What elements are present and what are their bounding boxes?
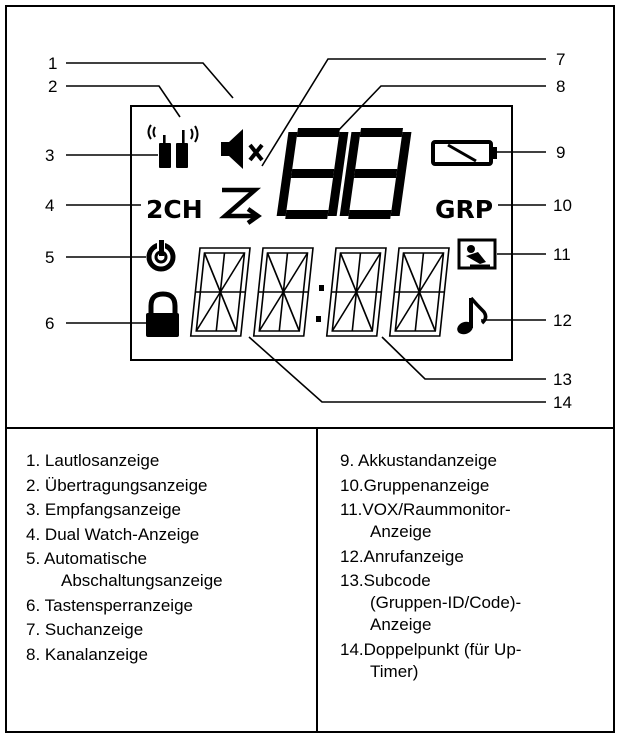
legend-item-6: 6. Tastensperranzeige	[26, 595, 193, 615]
leader-line-2	[66, 86, 180, 117]
legend-right-column	[340, 450, 521, 685]
subcode-segment-display	[191, 248, 449, 336]
legend-item-7: 7. Suchanzeige	[26, 620, 144, 639]
receive-icon	[149, 125, 198, 168]
callout-4: 4	[45, 196, 55, 215]
legend-item-2: 2. Übertragungsanzeige	[26, 475, 208, 495]
mute-speaker-icon	[221, 129, 262, 169]
leader-line-13	[382, 337, 546, 379]
legend-item-8: 8. Kanalanzeige	[26, 644, 148, 664]
scan-icon	[222, 190, 258, 223]
callout-12: 12	[553, 311, 572, 330]
legend-item-10: 10.Gruppenanzeige	[340, 475, 490, 495]
legend-item-3: 3. Empfangsanzeige	[26, 500, 182, 519]
leader-line-8	[334, 86, 546, 135]
segment-digit-3	[327, 248, 386, 336]
group-label: GRP	[435, 195, 494, 224]
legend-item-9: 9. Akkustandanzeige	[340, 451, 497, 470]
big-digit-1	[276, 128, 349, 219]
legend-item-12: 12.Anrufanzeige	[340, 546, 464, 566]
legend-item-14: 14.Doppelpunkt (für Up- Timer)	[340, 639, 522, 681]
callout-10: 10	[553, 196, 572, 215]
legend-item-5: 5. Automatische Abschaltungsanzeige	[26, 549, 223, 590]
music-note-icon	[455, 298, 485, 336]
segment-digit-1	[191, 248, 250, 336]
legend-item-13: 13.Subcode (Gruppen-ID/Code)- Anzeige	[340, 571, 522, 634]
callout-5: 5	[45, 248, 55, 267]
lock-icon	[146, 294, 179, 337]
battery-icon	[433, 142, 497, 164]
big-digit-2	[339, 128, 412, 219]
callout-3: 3	[45, 146, 55, 165]
leader-line-1	[66, 63, 233, 98]
callout-14: 14	[553, 393, 572, 412]
callout-1: 1	[48, 54, 58, 73]
callout-8: 8	[556, 77, 566, 96]
callout-2: 2	[48, 77, 58, 96]
channel-digits	[276, 128, 412, 219]
callout-7: 7	[556, 50, 566, 69]
legend-column-divider	[316, 428, 318, 733]
legend-item-4: 4. Dual Watch-Anzeige	[26, 524, 200, 544]
leader-line-14	[249, 337, 546, 402]
callout-6: 6	[45, 314, 55, 333]
segment-digit-2	[254, 248, 313, 336]
callout-9: 9	[556, 143, 566, 162]
segment-digit-4	[390, 248, 449, 336]
dual-watch-label: 2CH	[146, 195, 203, 224]
auto-power-off-icon	[149, 239, 173, 269]
vox-monitor-icon	[459, 240, 495, 268]
legend-item-1: 1. Lautlosanzeige	[26, 451, 160, 470]
callout-11: 11	[553, 245, 571, 264]
legend-item-11: 11.VOX/Raummonitor- Anzeige	[340, 500, 511, 541]
legend-left-column	[26, 450, 223, 668]
colon-dot-lower	[316, 316, 321, 322]
callout-13: 13	[553, 370, 572, 389]
colon-dot-upper	[319, 285, 324, 291]
